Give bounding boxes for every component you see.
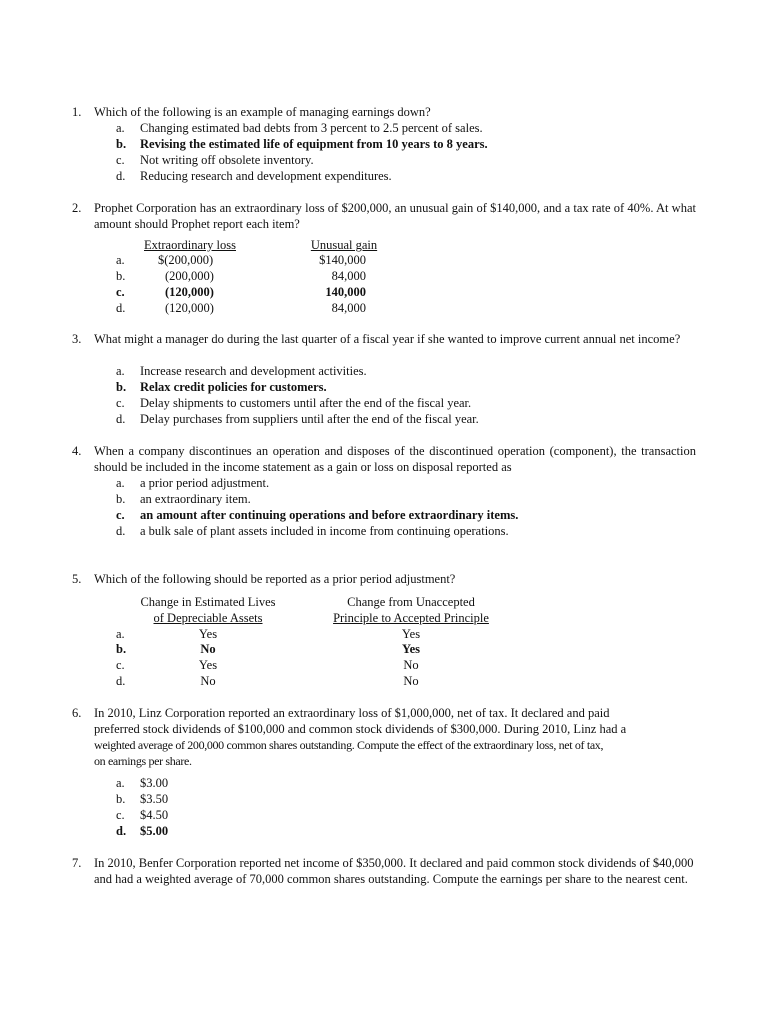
option-letter: c. <box>116 153 125 167</box>
option-text: Not writing off obsolete inventory. <box>140 153 314 167</box>
option-letter-answer: c. <box>116 508 125 522</box>
question-number: 2. <box>72 201 82 215</box>
question-number: 7. <box>72 856 82 870</box>
option-text: a prior period adjustment. <box>140 476 270 490</box>
cell-unusual-gain: $140,000 <box>319 253 366 267</box>
cell-unusual-gain: 84,000 <box>331 301 366 315</box>
option-text: an extraordinary item. <box>140 492 251 506</box>
question-number: 1. <box>72 105 82 119</box>
question-stem-line: weighted average of 200,000 common shares outstanding. Compute the effect of the extraordinary loss, net of tax, <box>94 738 604 752</box>
option-text-answer: $5.00 <box>140 824 169 838</box>
cell-unusual-gain: 84,000 <box>331 269 366 283</box>
option-letter: d. <box>116 412 126 426</box>
question-number: 5. <box>72 572 82 586</box>
option-text: a bulk sale of plant assets included in income from continuing operations. <box>140 524 509 538</box>
cell-extraordinary-loss: (200,000) <box>165 269 214 283</box>
option-text-answer: Revising the estimated life of equipment from 10 years to 8 years. <box>140 137 488 151</box>
column-header-unusual-gain: Unusual gain <box>310 238 378 252</box>
question-number: 6. <box>72 706 82 720</box>
option-letter-answer: b. <box>116 137 127 151</box>
column-subheader-accepted-principle: Principle to Accepted Principle <box>333 611 489 625</box>
option-letter: a. <box>116 121 125 135</box>
question-number: 3. <box>72 332 82 346</box>
question-number: 4. <box>72 444 82 458</box>
cell-estimated-lives: No <box>200 674 216 688</box>
option-letter: d. <box>116 169 126 183</box>
row-letter: d. <box>116 301 126 315</box>
option-text: Delay purchases from suppliers until after the end of the fiscal year. <box>140 412 479 426</box>
option-text: Changing estimated bad debts from 3 percent to 2.5 percent of sales. <box>140 121 483 135</box>
question-stem: Prophet Corporation has an extraordinary loss of $200,000, an unusual gain of $140,000, and a tax rate of 40%. At what amount should Prophet report each item? <box>94 201 696 231</box>
cell-estimated-lives: Yes <box>198 627 218 641</box>
row-letter: c. <box>116 658 125 672</box>
option-letter: b. <box>116 492 126 506</box>
option-text: $4.50 <box>140 808 169 822</box>
row-letter-answer: c. <box>116 285 125 299</box>
cell-extraordinary-loss-answer: (120,000) <box>165 285 214 299</box>
option-letter: a. <box>116 364 125 378</box>
row-letter: b. <box>116 269 126 283</box>
question-stem-line: preferred stock dividends of $100,000 and common stock dividends of $300,000. During 2010, Linz had a <box>94 722 627 736</box>
cell-accepted-principle: No <box>403 658 419 672</box>
cell-accepted-principle: No <box>403 674 419 688</box>
cell-estimated-lives: Yes <box>198 658 218 672</box>
cell-accepted-principle: Yes <box>401 627 421 641</box>
question-stem-line: In 2010, Linz Corporation reported an extraordinary loss of $1,000,000, net of tax. It declared and paid <box>94 706 610 720</box>
cell-estimated-lives-answer: No <box>200 642 216 656</box>
column-subheader-depreciable-assets: of Depreciable Assets <box>153 611 263 625</box>
option-text-answer: Relax credit policies for customers. <box>140 380 327 394</box>
option-letter: d. <box>116 524 126 538</box>
question-stem: When a company discontinues an operation and disposes of the discontinued operation (component), the transaction should be included in the income statement as a gain or loss on disposal reported as <box>94 444 696 474</box>
option-letter: c. <box>116 808 125 822</box>
option-letter: c. <box>116 396 125 410</box>
option-letter: a. <box>116 476 125 490</box>
question-stem: In 2010, Benfer Corporation reported net income of $350,000. It declared and paid common stock dividends of $40,000 and had a weighted average of 70,000 common shares outstanding. Compute the earnings per share to the nearest cent. <box>94 856 694 886</box>
row-letter: a. <box>116 627 125 641</box>
option-text: Delay shipments to customers until after the end of the fiscal year. <box>140 396 472 410</box>
option-letter: a. <box>116 776 125 790</box>
cell-extraordinary-loss: (120,000) <box>165 301 214 315</box>
column-header-unaccepted: Change from Unaccepted <box>347 595 475 609</box>
cell-accepted-principle-answer: Yes <box>401 642 421 656</box>
option-text: Reducing research and development expenditures. <box>140 169 392 183</box>
row-letter: a. <box>116 253 125 267</box>
option-letter: b. <box>116 792 126 806</box>
question-stem-line: on earnings per share. <box>94 754 192 768</box>
option-letter-answer: b. <box>116 380 127 394</box>
question-stem: What might a manager do during the last quarter of a fiscal year if she wanted to improve current annual net income? <box>94 332 681 346</box>
cell-extraordinary-loss: $(200,000) <box>158 253 214 267</box>
option-text: Increase research and development activities. <box>140 364 367 378</box>
cell-unusual-gain-answer: 140,000 <box>325 285 366 299</box>
option-text: $3.00 <box>140 776 169 790</box>
column-header-extraordinary-loss: Extraordinary loss <box>144 238 236 252</box>
option-letter-answer: d. <box>116 824 127 838</box>
option-text: $3.50 <box>140 792 169 806</box>
question-stem: Which of the following should be reported as a prior period adjustment? <box>94 572 456 586</box>
column-header-estimated-lives: Change in Estimated Lives <box>140 595 276 609</box>
row-letter-answer: b. <box>116 642 127 656</box>
option-text-answer: an amount after continuing operations and before extraordinary items. <box>140 508 519 522</box>
row-letter: d. <box>116 674 126 688</box>
question-stem: Which of the following is an example of managing earnings down? <box>94 105 431 119</box>
